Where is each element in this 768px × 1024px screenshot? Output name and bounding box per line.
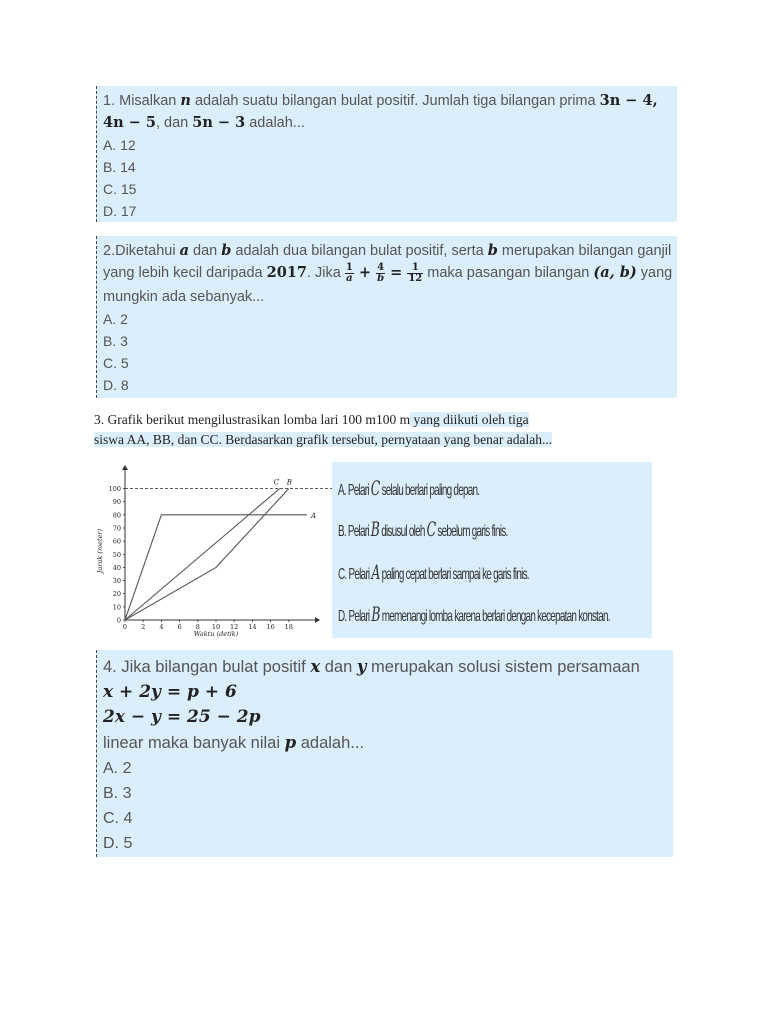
y-tick-label: 90: [112, 498, 121, 507]
q1-text: adalah suatu bilangan bulat positif. Jumlah tiga bilangan prima: [190, 93, 600, 109]
race-chart-svg: [92, 462, 332, 638]
question-4-stem-line4: [103, 730, 667, 756]
q2-pair: (a, b): [593, 264, 637, 281]
question-2-stem-line3: mungkin ada sebanyak...: [103, 289, 265, 305]
q4-var-y: y: [356, 657, 367, 676]
q4-text-a: merupakan solusi sistem persamaan: [366, 658, 640, 676]
q1-option-c[interactable]: C. 15: [103, 181, 137, 197]
q2-text-b: merupakan bilangan ganjil: [497, 243, 672, 259]
x-tick-label: 10: [211, 623, 221, 631]
q2-frac-1: $\frac{1}{a}$: [345, 261, 353, 284]
q2-text-a: adalah dua bilangan bulat positif, serta: [231, 243, 488, 259]
x-tick-label: 0: [122, 623, 128, 631]
question-4: [96, 650, 673, 857]
q4-lead: 4. Jika bilangan bulat positif: [103, 658, 311, 676]
q2-text-dan: dan: [188, 243, 222, 259]
x-tick-label: 14: [248, 623, 257, 631]
q2-line2-b: . Jika: [307, 265, 345, 281]
q4-equation-2: 2x − y = 25 − 2p: [103, 707, 261, 727]
q4-option-b[interactable]: B. 3: [103, 785, 132, 802]
question-3-stem: [94, 410, 654, 450]
y-tick-label: 70: [112, 524, 121, 533]
y-tick-label: 10: [112, 603, 121, 612]
x-tick-label: 6: [177, 623, 182, 631]
q2-option-d[interactable]: D. 8: [103, 377, 129, 393]
q4-var-p: p: [284, 733, 297, 752]
q4-option-d[interactable]: D. 5: [103, 835, 133, 852]
y-axis-label: Jarak (meter): [96, 528, 104, 574]
x-axis-label: Waktu (detik): [193, 630, 239, 638]
q2-var-b: b: [221, 242, 232, 259]
series-line-b: [125, 489, 289, 620]
q3-line2: [94, 430, 654, 450]
x-tick-label: 12: [230, 623, 239, 631]
q1-var-n: n: [180, 92, 191, 109]
y-tick-label: 30: [112, 577, 121, 586]
y-tick-label: 0: [116, 616, 121, 625]
q4-option-c[interactable]: C. 4: [103, 810, 133, 827]
y-axis-arrow: [122, 465, 128, 470]
q2-var-b2: b: [487, 242, 498, 259]
y-tick-label: 50: [112, 550, 121, 559]
q2-option-b[interactable]: B. 3: [103, 333, 128, 349]
q1-expr1: 3n − 4,: [599, 92, 658, 109]
q2-lead: 2.Diketahui: [103, 243, 180, 259]
y-tick-label: 20: [112, 590, 121, 599]
x-axis-arrow: [315, 617, 320, 623]
q3-option-a[interactable]: A. Pelari C selalu berlari paling depan.: [338, 476, 480, 500]
y-tick-label: 60: [112, 537, 121, 546]
q3-line1: [94, 410, 654, 430]
q3-line2-text: siswa AA, BB, dan CC. Berdasarkan grafik tersebut, pernyataan yang benar adalah...: [94, 432, 553, 447]
x-tick-label: 8: [195, 623, 200, 631]
q4-text-dan: dan: [320, 658, 357, 676]
q2-year: 2017: [266, 264, 307, 281]
question-2-stem: [103, 240, 671, 262]
q4-option-a[interactable]: A. 2: [103, 760, 132, 777]
q1-expr2: 4n − 5: [103, 114, 156, 131]
q2-plus: +: [353, 264, 377, 281]
q2-frac-3: $\frac{1}{12}$: [408, 261, 423, 284]
question-1-stem-line2: [103, 112, 671, 134]
q1-text-b: , dan: [155, 115, 193, 131]
q2-option-c[interactable]: C. 5: [103, 355, 129, 371]
series-label-b: B: [286, 478, 292, 487]
y-tick-label: 100: [108, 485, 121, 494]
q1-option-b[interactable]: B. 14: [103, 159, 136, 175]
series-label-c: C: [273, 478, 280, 487]
q2-line2-c: maka pasangan bilangan: [423, 265, 594, 281]
q3-option-b[interactable]: B. Pelari B disusul oleh C sebelum garis finis.: [338, 517, 508, 541]
q4-line4-b: adalah...: [296, 734, 365, 752]
question-2: [96, 236, 677, 398]
q2-var-a: a: [179, 242, 189, 259]
q4-equation-1: x + 2y = p + 6: [103, 682, 237, 702]
question-3-options: [332, 462, 652, 638]
race-chart: [92, 462, 332, 638]
q1-expr3: 5n − 3: [192, 114, 246, 131]
question-4-stem: [103, 654, 667, 680]
q1-text-c: adalah...: [245, 115, 305, 131]
question-1: [96, 86, 677, 222]
q1-lead: 1. Misalkan: [103, 93, 181, 109]
q2-line2-a: yang lebih kecil daripada: [103, 265, 267, 281]
question-2-stem-line2: [103, 262, 671, 286]
q4-line4-a: linear maka banyak nilai: [103, 734, 285, 752]
x-tick-label: 16: [266, 623, 275, 631]
x-tick-label: 4: [159, 623, 164, 631]
q2-frac-2: $\frac{4}{b}$: [377, 261, 385, 284]
question-1-stem: [103, 90, 671, 112]
q2-option-a[interactable]: A. 2: [103, 311, 128, 327]
series-label-a: A: [311, 511, 317, 520]
q1-option-a[interactable]: A. 12: [103, 137, 136, 153]
q2-equals: =: [385, 264, 408, 281]
q4-var-x: x: [310, 657, 321, 676]
y-tick-label: 40: [112, 563, 121, 572]
y-tick-label: 80: [112, 511, 121, 520]
q3-option-d[interactable]: D. Pelari B memenangi lomba karena berlari dengan kecepatan konstan.: [338, 602, 610, 626]
q3-line1-a: 3. Grafik berikut mengilustrasikan lomba lari 100 m100 m: [94, 412, 411, 427]
x-tick-label: 2: [141, 623, 146, 631]
q2-line2-d: yang: [636, 265, 673, 281]
q1-option-d[interactable]: D. 17: [103, 203, 137, 219]
q3-option-c[interactable]: C. Pelari A paling cepat berlari sampai ke garis finis.: [338, 560, 529, 584]
q3-line1-b: yang diikuti oleh tiga: [410, 412, 529, 427]
x-tick-label: 18: [284, 623, 293, 631]
